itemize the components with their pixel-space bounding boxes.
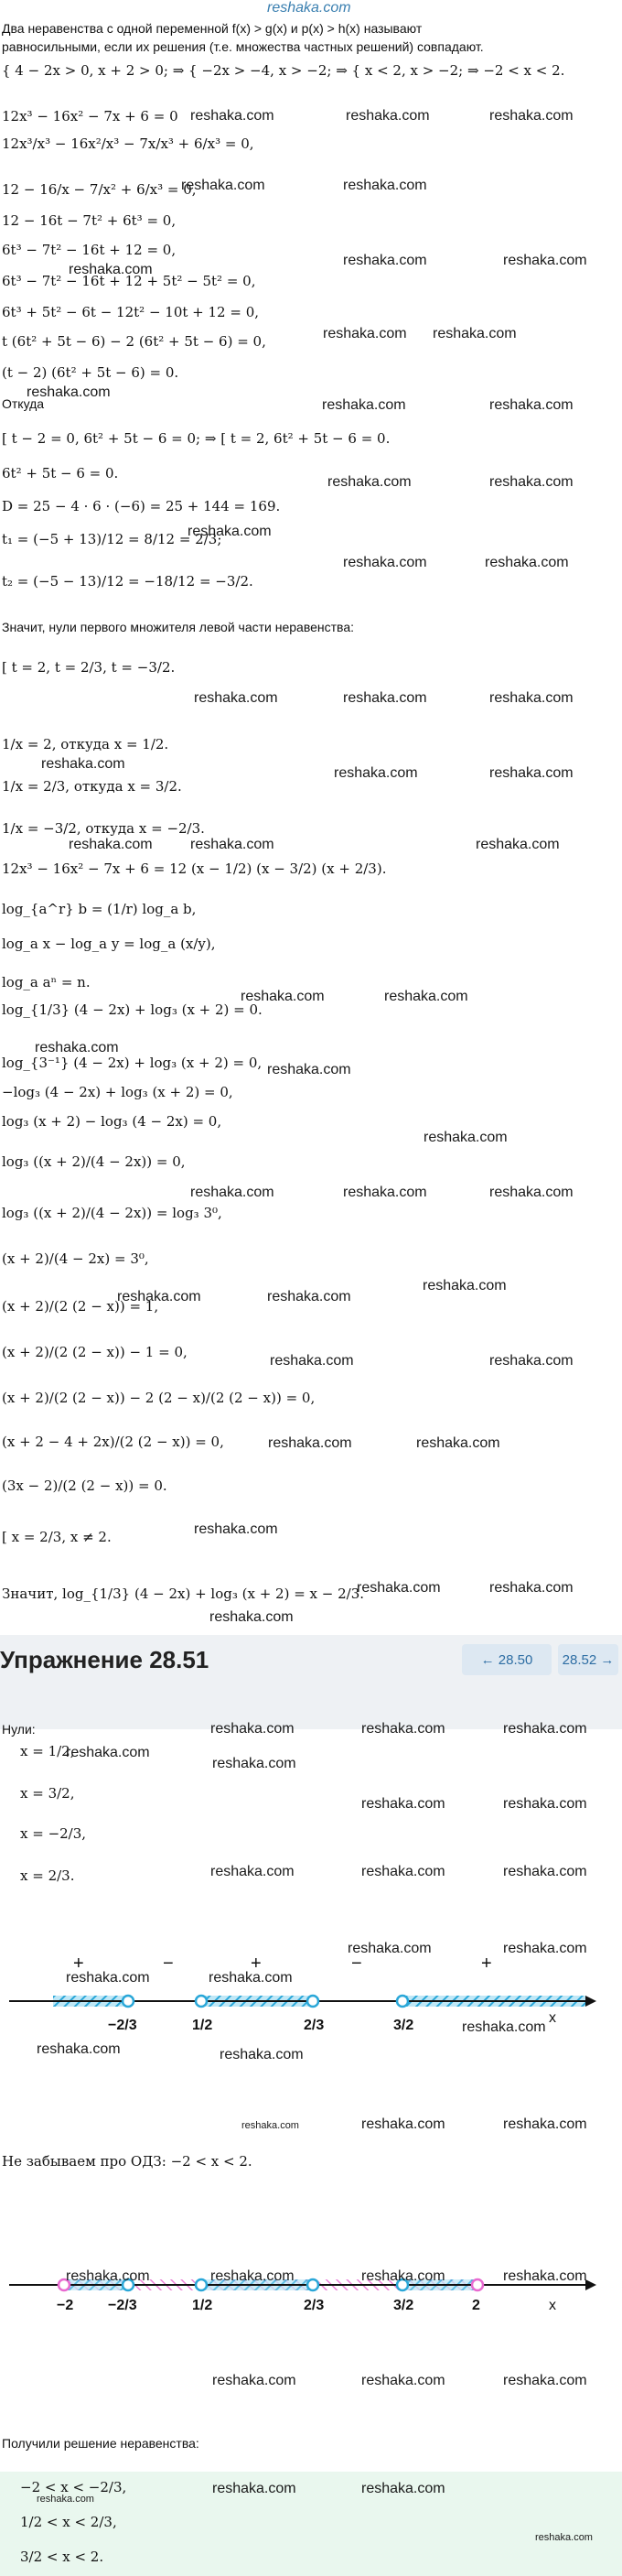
axis-arrow <box>585 2279 596 2290</box>
site-logo[interactable]: reshaka.com <box>267 0 351 16</box>
equation-line: log₃ ((x + 2)/(4 − 2x)) = log₃ 3⁰, <box>2 1205 222 1221</box>
watermark: reshaka.com <box>361 2116 445 2132</box>
watermark: reshaka.com <box>241 2120 299 2131</box>
watermark: reshaka.com <box>384 989 468 1004</box>
watermark: reshaka.com <box>212 2373 296 2388</box>
equation-line: 1/x = −3/2, откуда x = −2/3. <box>2 820 205 837</box>
odz-text: Не забываем про ОДЗ: −2 < x < 2. <box>2 2153 252 2170</box>
watermark: reshaka.com <box>210 1864 295 1879</box>
watermark: reshaka.com <box>181 178 265 193</box>
equation-line: log_{1/3} (4 − 2x) + log₃ (x + 2) = 0. <box>2 1001 263 1018</box>
equation-line: 12 − 16t − 7t² + 6t³ = 0, <box>2 212 177 229</box>
watermark: reshaka.com <box>489 1353 574 1369</box>
equation-line: (t − 2) (6t² + 5t − 6) = 0. <box>2 364 179 381</box>
point-label: 2/3 <box>304 2298 325 2313</box>
watermark: reshaka.com <box>462 2019 546 2035</box>
equation-line: log_{3⁻¹} (4 − 2x) + log₃ (x + 2) = 0, <box>2 1055 263 1071</box>
watermark: reshaka.com <box>348 1941 432 1956</box>
equation-line: (x + 2)/(2 (2 − x)) − 2 (2 − x)/(2 (2 − x)) = 0, <box>2 1390 316 1406</box>
prev-exercise-button[interactable]: ← 28.50 <box>462 1644 552 1675</box>
watermark: reshaka.com <box>209 1609 294 1625</box>
sign-label: + <box>251 1954 262 1974</box>
watermark: reshaka.com <box>361 1864 445 1879</box>
watermark: reshaka.com <box>535 2532 593 2543</box>
sign-label: − <box>163 1954 174 1974</box>
answer-interval: 3/2 < x < 2. <box>20 2549 104 2565</box>
watermark: reshaka.com <box>322 397 406 413</box>
equation-line: 6t² + 5t − 6 = 0. <box>2 465 119 482</box>
equation-line: 6t³ − 7t² − 16t + 12 + 5t² − 5t² = 0, <box>2 273 256 289</box>
equation-line: 1/x = 2/3, откуда x = 3/2. <box>2 778 182 795</box>
watermark: reshaka.com <box>27 384 111 400</box>
equation-line: t (6t² + 5t − 6) − 2 (6t² + 5t − 6) = 0, <box>2 333 266 350</box>
watermark: reshaka.com <box>489 765 574 781</box>
sign-chart-2 <box>0 2234 622 2343</box>
point-label: −2 <box>57 2298 74 2313</box>
axis-label: x <box>549 2010 556 2026</box>
watermark: reshaka.com <box>423 1278 507 1293</box>
watermark: reshaka.com <box>361 2268 445 2284</box>
watermark: reshaka.com <box>485 555 569 570</box>
watermark: reshaka.com <box>489 1580 574 1596</box>
watermark: reshaka.com <box>190 1185 274 1200</box>
equation-line: 12x³ − 16x² − 7x + 6 = 12 (x − 1/2) (x − 3/2) (x + 2/3). <box>2 860 387 877</box>
watermark: reshaka.com <box>343 690 427 706</box>
equation-line: [ t = 2, t = 2/3, t = −3/2. <box>2 659 176 676</box>
watermark: reshaka.com <box>66 1745 150 1760</box>
point-label: 1/2 <box>192 2018 213 2033</box>
exercise-title: Упражнение 28.51 <box>0 1646 209 1673</box>
definition-text-1: Два неравенства с одной переменной f(x) > g(x) и p(x) > h(x) называют <box>2 21 423 36</box>
answer-interval: 1/2 < x < 2/3, <box>20 2514 117 2530</box>
definition-text-2: равносильными, если их решения (т.е. множества частных решений) совпадают. <box>2 39 484 54</box>
watermark: reshaka.com <box>210 1721 295 1737</box>
formula-line: log_a aⁿ = n. <box>2 974 91 990</box>
watermark: reshaka.com <box>66 1970 150 1986</box>
equation-line: log₃ ((x + 2)/(4 − 2x)) = 0, <box>2 1153 186 1170</box>
equation-line: log₃ (x + 2) − log₃ (4 − 2x) = 0, <box>2 1113 222 1130</box>
watermark: reshaka.com <box>433 326 517 341</box>
equation-line: (x + 2)/(2 (2 − x)) − 1 = 0, <box>2 1344 188 1360</box>
equation-line: 1/x = 2, откуда x = 1/2. <box>2 736 169 752</box>
point-label: 3/2 <box>393 2298 414 2313</box>
watermark: reshaka.com <box>66 2268 150 2284</box>
zero-value: x = 3/2, <box>20 1785 75 1802</box>
watermark: reshaka.com <box>343 1185 427 1200</box>
watermark: reshaka.com <box>489 1185 574 1200</box>
watermark: reshaka.com <box>194 1521 278 1537</box>
equation-line: [ x = 2/3, x ≠ 2. <box>2 1529 112 1545</box>
watermark: reshaka.com <box>424 1130 508 1145</box>
equation-line: −log₃ (4 − 2x) + log₃ (x + 2) = 0, <box>2 1084 233 1100</box>
watermark: reshaka.com <box>343 253 427 268</box>
watermark: reshaka.com <box>503 1796 587 1812</box>
sign-label: + <box>73 1954 84 1974</box>
watermark: reshaka.com <box>212 1756 296 1771</box>
watermark: reshaka.com <box>503 2116 587 2132</box>
watermark: reshaka.com <box>190 108 274 124</box>
watermark: reshaka.com <box>503 1941 587 1956</box>
next-exercise-button[interactable]: 28.52 → <box>558 1644 618 1675</box>
watermark: reshaka.com <box>188 524 272 539</box>
formula-line: log_a x − log_a y = log_a (x/y), <box>2 936 216 952</box>
watermark: reshaka.com <box>241 989 325 1004</box>
watermark: reshaka.com <box>503 253 587 268</box>
equation-line: 12x³/x³ − 16x²/x³ − 7x/x³ + 6/x³ = 0, <box>2 135 254 152</box>
watermark: reshaka.com <box>267 1062 351 1077</box>
watermark: reshaka.com <box>268 1435 352 1451</box>
watermark: reshaka.com <box>41 756 125 772</box>
equation-line: (3x − 2)/(2 (2 − x)) = 0. <box>2 1477 167 1494</box>
watermark: reshaka.com <box>69 262 153 277</box>
watermark: reshaka.com <box>361 1796 445 1812</box>
zero-value: x = 2/3. <box>20 1867 75 1884</box>
watermark: reshaka.com <box>327 474 412 490</box>
watermark: reshaka.com <box>210 2268 295 2284</box>
zero-value: x = −2/3, <box>20 1825 87 1842</box>
watermark: reshaka.com <box>489 397 574 413</box>
word-otkuda: Откуда <box>2 396 45 411</box>
equation-line: 12x³ − 16x² − 7x + 6 = 0 <box>2 108 178 124</box>
watermark: reshaka.com <box>489 474 574 490</box>
equation-line: t₂ = (−5 − 13)/12 = −18/12 = −3/2. <box>2 573 253 590</box>
answer-interval: −2 < x < −2/3, <box>20 2479 127 2495</box>
watermark: reshaka.com <box>503 1864 587 1879</box>
watermark: reshaka.com <box>37 2494 94 2505</box>
watermark: reshaka.com <box>503 1721 587 1737</box>
watermark: reshaka.com <box>35 1040 119 1055</box>
sign-label: − <box>351 1954 362 1974</box>
watermark: reshaka.com <box>334 765 418 781</box>
point-label: 3/2 <box>393 2018 414 2033</box>
answer-intro: Получили решение неравенства: <box>2 2436 199 2451</box>
equation-line: (x + 2)/(2 (2 − x)) = 1, <box>2 1298 159 1315</box>
point-label: 2/3 <box>304 2018 325 2033</box>
sign-label: + <box>481 1954 492 1974</box>
watermark: reshaka.com <box>357 1580 441 1596</box>
equation-line: (x + 2 − 4 + 2x)/(2 (2 − x)) = 0, <box>2 1434 224 1450</box>
watermark: reshaka.com <box>346 108 430 124</box>
watermark: reshaka.com <box>212 2481 296 2496</box>
watermark: reshaka.com <box>503 2373 587 2388</box>
watermark: reshaka.com <box>489 108 574 124</box>
watermark: reshaka.com <box>69 837 153 852</box>
equation-line: (x + 2)/(4 − 2x) = 3⁰, <box>2 1250 149 1267</box>
zeros-label: Нули: <box>2 1722 36 1737</box>
point-label: 2 <box>472 2298 480 2313</box>
equation-line: 12 − 16/x − 7/x² + 6/x³ = 0, <box>2 181 197 198</box>
watermark: reshaka.com <box>343 555 427 570</box>
point-label: 1/2 <box>192 2298 213 2313</box>
watermark: reshaka.com <box>489 690 574 706</box>
watermark: reshaka.com <box>503 2268 587 2284</box>
watermark: reshaka.com <box>194 690 278 706</box>
watermark: reshaka.com <box>37 2041 121 2057</box>
watermark: reshaka.com <box>267 1289 351 1304</box>
equation-line: t₁ = (−5 + 13)/12 = 8/12 = 2/3; <box>2 531 222 547</box>
axis-arrow <box>585 1996 596 2007</box>
watermark: reshaka.com <box>323 326 407 341</box>
watermark: reshaka.com <box>209 1970 293 1986</box>
watermark: reshaka.com <box>220 2047 304 2062</box>
watermark: reshaka.com <box>361 2481 445 2496</box>
equation-line: [ t − 2 = 0, 6t² + 5t − 6 = 0; ⇒ [ t = 2, 6t² + 5t − 6 = 0. <box>2 430 391 447</box>
watermark: reshaka.com <box>361 1721 445 1737</box>
watermark: reshaka.com <box>416 1435 500 1451</box>
point-label: −2/3 <box>108 2298 137 2313</box>
watermark: reshaka.com <box>117 1289 201 1304</box>
watermark: reshaka.com <box>270 1353 354 1369</box>
watermark: reshaka.com <box>190 837 274 852</box>
system-odz: { 4 − 2x > 0, x + 2 > 0; ⇒ { −2x > −4, x > −2; ⇒ { x < 2, x > −2; ⇒ −2 < x < 2. <box>2 62 565 79</box>
equation-line: Значит, log_{1/3} (4 − 2x) + log₃ (x + 2) = x − 2/3. <box>2 1586 365 1602</box>
watermark: reshaka.com <box>361 2373 445 2388</box>
equation-line: 6t³ + 5t² − 6t − 12t² − 10t + 12 = 0, <box>2 304 260 320</box>
equation-line: 6t³ − 7t² − 16t + 12 = 0, <box>2 242 177 258</box>
zeros-intro: Значит, нули первого множителя левой части неравенства: <box>2 620 354 634</box>
zero-value: x = 1/2, <box>20 1743 75 1759</box>
watermark: reshaka.com <box>476 837 560 852</box>
point-label: −2/3 <box>108 2018 137 2033</box>
watermark: reshaka.com <box>343 178 427 193</box>
formula-line: log_{a^r} b = (1/r) log_a b, <box>2 901 197 917</box>
axis-label: x <box>549 2298 556 2313</box>
equation-line: D = 25 − 4 · 6 · (−6) = 25 + 144 = 169. <box>2 498 281 514</box>
